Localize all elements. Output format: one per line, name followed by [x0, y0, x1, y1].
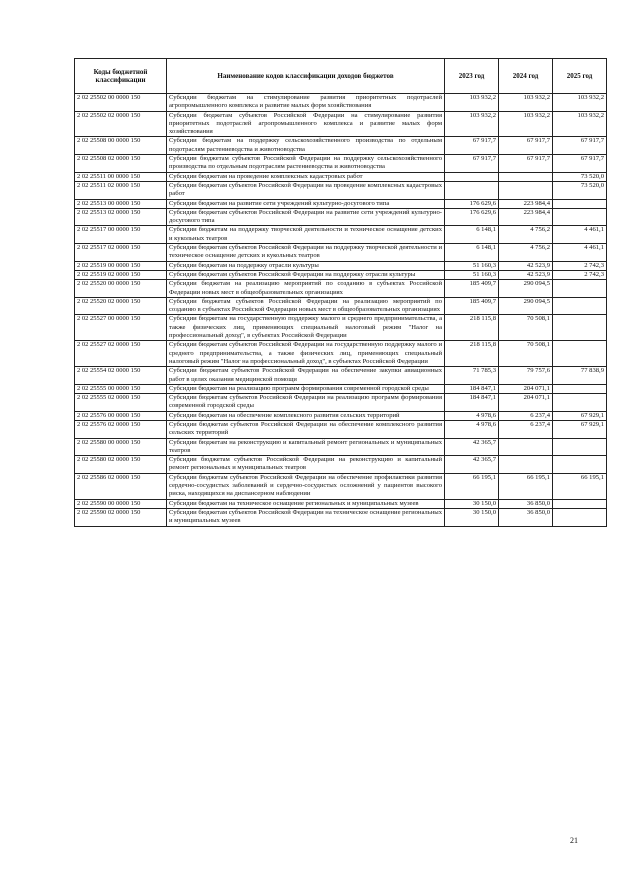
- classification-name-cell: Субсидии бюджетам субъектов Российской Федерации на обеспечение комплексного развития сельских территорий: [167, 420, 445, 438]
- amount-2025-cell: [553, 499, 607, 508]
- classification-name-cell: Субсидии бюджетам субъектов Российской Федерации на развитие сети учреждений культурно-досугового типа: [167, 208, 445, 226]
- header-2025: 2025 год: [553, 59, 607, 94]
- amount-2025-cell: [553, 341, 607, 367]
- budget-code-cell: 2 02 25580 02 0000 150: [75, 456, 167, 474]
- classification-name-cell: Субсидии бюджетам субъектов Российской Федерации на обеспечение профилактики развития сердечно-сосудистых заболеваний и сердечно-сосудистых осложнений у пациентов высокого риска, находящихся на диспансерном наблюдении: [167, 473, 445, 499]
- amount-2024-cell: 70 508,1: [499, 315, 553, 341]
- amount-2023-cell: 103 932,2: [445, 111, 499, 137]
- classification-name-cell: Субсидии бюджетам субъектов Российской Федерации на поддержку отрасли культуры: [167, 270, 445, 279]
- amount-2025-cell: 77 838,9: [553, 367, 607, 385]
- table-row: [75, 208, 607, 226]
- budget-code-cell: 2 02 25511 02 0000 150: [75, 181, 167, 199]
- amount-2023-cell: 71 785,3: [445, 367, 499, 385]
- table-row: [75, 384, 607, 393]
- budget-code-cell: 2 02 25513 00 0000 150: [75, 199, 167, 208]
- classification-name-cell: Субсидии бюджетам на реализацию программ формирования современной городской среды: [167, 384, 445, 393]
- amount-2024-cell: 42 523,9: [499, 261, 553, 270]
- amount-2025-cell: 66 195,1: [553, 473, 607, 499]
- amount-2024-cell: 42 523,9: [499, 270, 553, 279]
- amount-2023-cell: 185 409,7: [445, 280, 499, 298]
- header-2024: 2024 год: [499, 59, 553, 94]
- amount-2023-cell: 67 917,7: [445, 155, 499, 173]
- amount-2024-cell: 223 984,4: [499, 208, 553, 226]
- table-row: [75, 94, 607, 112]
- amount-2023-cell: 4 978,6: [445, 411, 499, 420]
- amount-2025-cell: 67 917,7: [553, 137, 607, 155]
- page-number: 21: [570, 836, 578, 845]
- budget-revenue-table: [74, 58, 607, 527]
- classification-name-cell: Субсидии бюджетам субъектов Российской Федерации на реализацию программ формирования современной городской среды: [167, 394, 445, 412]
- table-row: [75, 411, 607, 420]
- amount-2024-cell: 204 071,1: [499, 394, 553, 412]
- amount-2023-cell: 185 409,7: [445, 297, 499, 315]
- amount-2025-cell: 2 742,3: [553, 270, 607, 279]
- budget-code-cell: 2 02 25555 00 0000 150: [75, 384, 167, 393]
- budget-code-cell: 2 02 25554 02 0000 150: [75, 367, 167, 385]
- amount-2024-cell: 6 237,4: [499, 420, 553, 438]
- classification-name-cell: Субсидии бюджетам субъектов Российской Федерации на поддержку сельскохозяйственного производства по отдельным подотраслям растениеводства и животноводства: [167, 155, 445, 173]
- budget-code-cell: 2 02 25576 00 0000 150: [75, 411, 167, 420]
- classification-name-cell: Субсидии бюджетам субъектов Российской Федерации на реконструкцию и капитальный ремонт региональных и муниципальных театров: [167, 456, 445, 474]
- table-row: [75, 341, 607, 367]
- table-row: [75, 261, 607, 270]
- amount-2025-cell: [553, 438, 607, 456]
- table-row: [75, 420, 607, 438]
- header-2023: 2023 год: [445, 59, 499, 94]
- amount-2024-cell: 70 508,1: [499, 341, 553, 367]
- amount-2024-cell: 36 850,0: [499, 499, 553, 508]
- table-row: [75, 270, 607, 279]
- amount-2023-cell: 218 115,8: [445, 341, 499, 367]
- budget-code-cell: 2 02 25519 00 0000 150: [75, 261, 167, 270]
- budget-code-cell: 2 02 25520 02 0000 150: [75, 297, 167, 315]
- amount-2025-cell: 73 520,0: [553, 181, 607, 199]
- amount-2024-cell: [499, 438, 553, 456]
- table-row: [75, 137, 607, 155]
- amount-2025-cell: [553, 208, 607, 226]
- classification-name-cell: Субсидии бюджетам на поддержку отрасли культуры: [167, 261, 445, 270]
- document-page: [74, 58, 606, 527]
- table-row: [75, 297, 607, 315]
- budget-code-cell: 2 02 25590 00 0000 150: [75, 499, 167, 508]
- classification-name-cell: Субсидии бюджетам на обеспечение комплексного развития сельских территорий: [167, 411, 445, 420]
- table-body: [75, 94, 607, 527]
- amount-2023-cell: 103 932,2: [445, 94, 499, 112]
- amount-2024-cell: [499, 181, 553, 199]
- budget-code-cell: 2 02 25555 02 0000 150: [75, 394, 167, 412]
- amount-2024-cell: 204 071,1: [499, 384, 553, 393]
- budget-code-cell: 2 02 25502 00 0000 150: [75, 94, 167, 112]
- budget-code-cell: 2 02 25590 02 0000 150: [75, 508, 167, 526]
- classification-name-cell: Субсидии бюджетам субъектов Российской Федерации на государственную поддержку малого и среднего предпринимательства, а также физических лиц, применяющих специальный налоговый режим "Налог на профессиональный доход", в субъектах Российской Федерации: [167, 341, 445, 367]
- amount-2023-cell: 184 847,1: [445, 394, 499, 412]
- amount-2025-cell: [553, 456, 607, 474]
- amount-2025-cell: [553, 297, 607, 315]
- classification-name-cell: Субсидии бюджетам на техническое оснащение региональных и муниципальных музеев: [167, 499, 445, 508]
- amount-2025-cell: 2 742,3: [553, 261, 607, 270]
- table-row: [75, 280, 607, 298]
- table-row: [75, 111, 607, 137]
- amount-2023-cell: 66 195,1: [445, 473, 499, 499]
- amount-2025-cell: 4 461,1: [553, 226, 607, 244]
- amount-2024-cell: 79 757,6: [499, 367, 553, 385]
- budget-code-cell: 2 02 25513 02 0000 150: [75, 208, 167, 226]
- budget-code-cell: 2 02 25519 02 0000 150: [75, 270, 167, 279]
- amount-2025-cell: [553, 199, 607, 208]
- amount-2025-cell: 67 929,1: [553, 411, 607, 420]
- amount-2023-cell: 42 365,7: [445, 456, 499, 474]
- classification-name-cell: Субсидии бюджетам на поддержку сельскохозяйственного производства по отдельным подотраслям растениеводства и животноводства: [167, 137, 445, 155]
- table-row: [75, 367, 607, 385]
- amount-2023-cell: 42 365,7: [445, 438, 499, 456]
- amount-2024-cell: 290 094,5: [499, 297, 553, 315]
- amount-2025-cell: 103 932,2: [553, 94, 607, 112]
- amount-2025-cell: 73 520,0: [553, 172, 607, 181]
- amount-2025-cell: [553, 384, 607, 393]
- header-code: Коды бюджетной классификации: [75, 59, 167, 94]
- table-row: [75, 155, 607, 173]
- amount-2023-cell: [445, 181, 499, 199]
- amount-2024-cell: 66 195,1: [499, 473, 553, 499]
- classification-name-cell: Субсидии бюджетам на поддержку творческой деятельности и техническое оснащение детских и кукольных театров: [167, 226, 445, 244]
- amount-2025-cell: 67 929,1: [553, 420, 607, 438]
- budget-code-cell: 2 02 25576 02 0000 150: [75, 420, 167, 438]
- amount-2024-cell: 4 756,2: [499, 226, 553, 244]
- classification-name-cell: Субсидии бюджетам на реализацию мероприятий по созданию в субъектах Российской Федерации новых мест в общеобразовательных организациях: [167, 280, 445, 298]
- amount-2023-cell: 6 148,1: [445, 226, 499, 244]
- amount-2023-cell: 67 917,7: [445, 137, 499, 155]
- table-row: [75, 473, 607, 499]
- amount-2025-cell: [553, 280, 607, 298]
- table-row: [75, 172, 607, 181]
- budget-code-cell: 2 02 25508 00 0000 150: [75, 137, 167, 155]
- amount-2024-cell: 223 984,4: [499, 199, 553, 208]
- amount-2023-cell: 30 150,0: [445, 499, 499, 508]
- amount-2025-cell: [553, 394, 607, 412]
- amount-2023-cell: 30 150,0: [445, 508, 499, 526]
- amount-2024-cell: [499, 456, 553, 474]
- classification-name-cell: Субсидии бюджетам на реконструкцию и капитальный ремонт региональных и муниципальных театров: [167, 438, 445, 456]
- table-row: [75, 456, 607, 474]
- amount-2024-cell: 103 932,2: [499, 111, 553, 137]
- classification-name-cell: Субсидии бюджетам на государственную поддержку малого и среднего предпринимательства, а также физических лиц, применяющих специальный налоговый режим "Налог на профессиональный доход", в субъектах Российской Федерации: [167, 315, 445, 341]
- budget-code-cell: 2 02 25586 02 0000 150: [75, 473, 167, 499]
- amount-2025-cell: 4 461,1: [553, 244, 607, 262]
- amount-2025-cell: 103 932,2: [553, 111, 607, 137]
- table-row: [75, 181, 607, 199]
- classification-name-cell: Субсидии бюджетам субъектов Российской Федерации на обеспечение закупки авиационных работ в целях оказания медицинской помощи: [167, 367, 445, 385]
- budget-code-cell: 2 02 25511 00 0000 150: [75, 172, 167, 181]
- amount-2023-cell: [445, 172, 499, 181]
- amount-2023-cell: 51 160,3: [445, 270, 499, 279]
- amount-2025-cell: [553, 315, 607, 341]
- classification-name-cell: Субсидии бюджетам на проведение комплексных кадастровых работ: [167, 172, 445, 181]
- amount-2023-cell: 51 160,3: [445, 261, 499, 270]
- header-name: Наименование кодов классификации доходов бюджетов: [167, 59, 445, 94]
- amount-2023-cell: 184 847,1: [445, 384, 499, 393]
- amount-2023-cell: 176 629,6: [445, 208, 499, 226]
- budget-code-cell: 2 02 25580 00 0000 150: [75, 438, 167, 456]
- budget-code-cell: 2 02 25520 00 0000 150: [75, 280, 167, 298]
- amount-2024-cell: 103 932,2: [499, 94, 553, 112]
- amount-2025-cell: 67 917,7: [553, 155, 607, 173]
- budget-code-cell: 2 02 25508 02 0000 150: [75, 155, 167, 173]
- table-row: [75, 394, 607, 412]
- amount-2023-cell: 6 148,1: [445, 244, 499, 262]
- amount-2023-cell: 4 978,6: [445, 420, 499, 438]
- table-header-row: [75, 59, 607, 94]
- budget-code-cell: 2 02 25527 02 0000 150: [75, 341, 167, 367]
- amount-2024-cell: 4 756,2: [499, 244, 553, 262]
- table-row: [75, 499, 607, 508]
- table-row: [75, 244, 607, 262]
- table-row: [75, 438, 607, 456]
- classification-name-cell: Субсидии бюджетам субъектов Российской Федерации на техническое оснащение региональных и муниципальных музеев: [167, 508, 445, 526]
- budget-code-cell: 2 02 25502 02 0000 150: [75, 111, 167, 137]
- table-row: [75, 199, 607, 208]
- classification-name-cell: Субсидии бюджетам субъектов Российской Федерации на проведение комплексных кадастровых работ: [167, 181, 445, 199]
- amount-2024-cell: 6 237,4: [499, 411, 553, 420]
- amount-2024-cell: 290 094,5: [499, 280, 553, 298]
- classification-name-cell: Субсидии бюджетам на стимулирование развития приоритетных подотраслей агропромышленного комплекса и развитие малых форм хозяйствования: [167, 94, 445, 112]
- classification-name-cell: Субсидии бюджетам субъектов Российской Федерации на стимулирование развития приоритетных подотраслей агропромышленного комплекса и развитие малых форм хозяйствования: [167, 111, 445, 137]
- budget-code-cell: 2 02 25517 02 0000 150: [75, 244, 167, 262]
- amount-2024-cell: 67 917,7: [499, 137, 553, 155]
- classification-name-cell: Субсидии бюджетам субъектов Российской Федерации на поддержку творческой деятельности и техническое оснащение детских и кукольных театров: [167, 244, 445, 262]
- table-row: [75, 226, 607, 244]
- table-row: [75, 315, 607, 341]
- amount-2024-cell: 36 850,0: [499, 508, 553, 526]
- amount-2024-cell: 67 917,7: [499, 155, 553, 173]
- classification-name-cell: Субсидии бюджетам субъектов Российской Федерации на реализацию мероприятий по созданию в субъектах Российской Федерации новых мест в общеобразовательных организациях: [167, 297, 445, 315]
- amount-2024-cell: [499, 172, 553, 181]
- classification-name-cell: Субсидии бюджетам на развитие сети учреждений культурно-досугового типа: [167, 199, 445, 208]
- amount-2025-cell: [553, 508, 607, 526]
- table-row: [75, 508, 607, 526]
- amount-2023-cell: 176 629,6: [445, 199, 499, 208]
- amount-2023-cell: 218 115,8: [445, 315, 499, 341]
- budget-code-cell: 2 02 25527 00 0000 150: [75, 315, 167, 341]
- budget-code-cell: 2 02 25517 00 0000 150: [75, 226, 167, 244]
